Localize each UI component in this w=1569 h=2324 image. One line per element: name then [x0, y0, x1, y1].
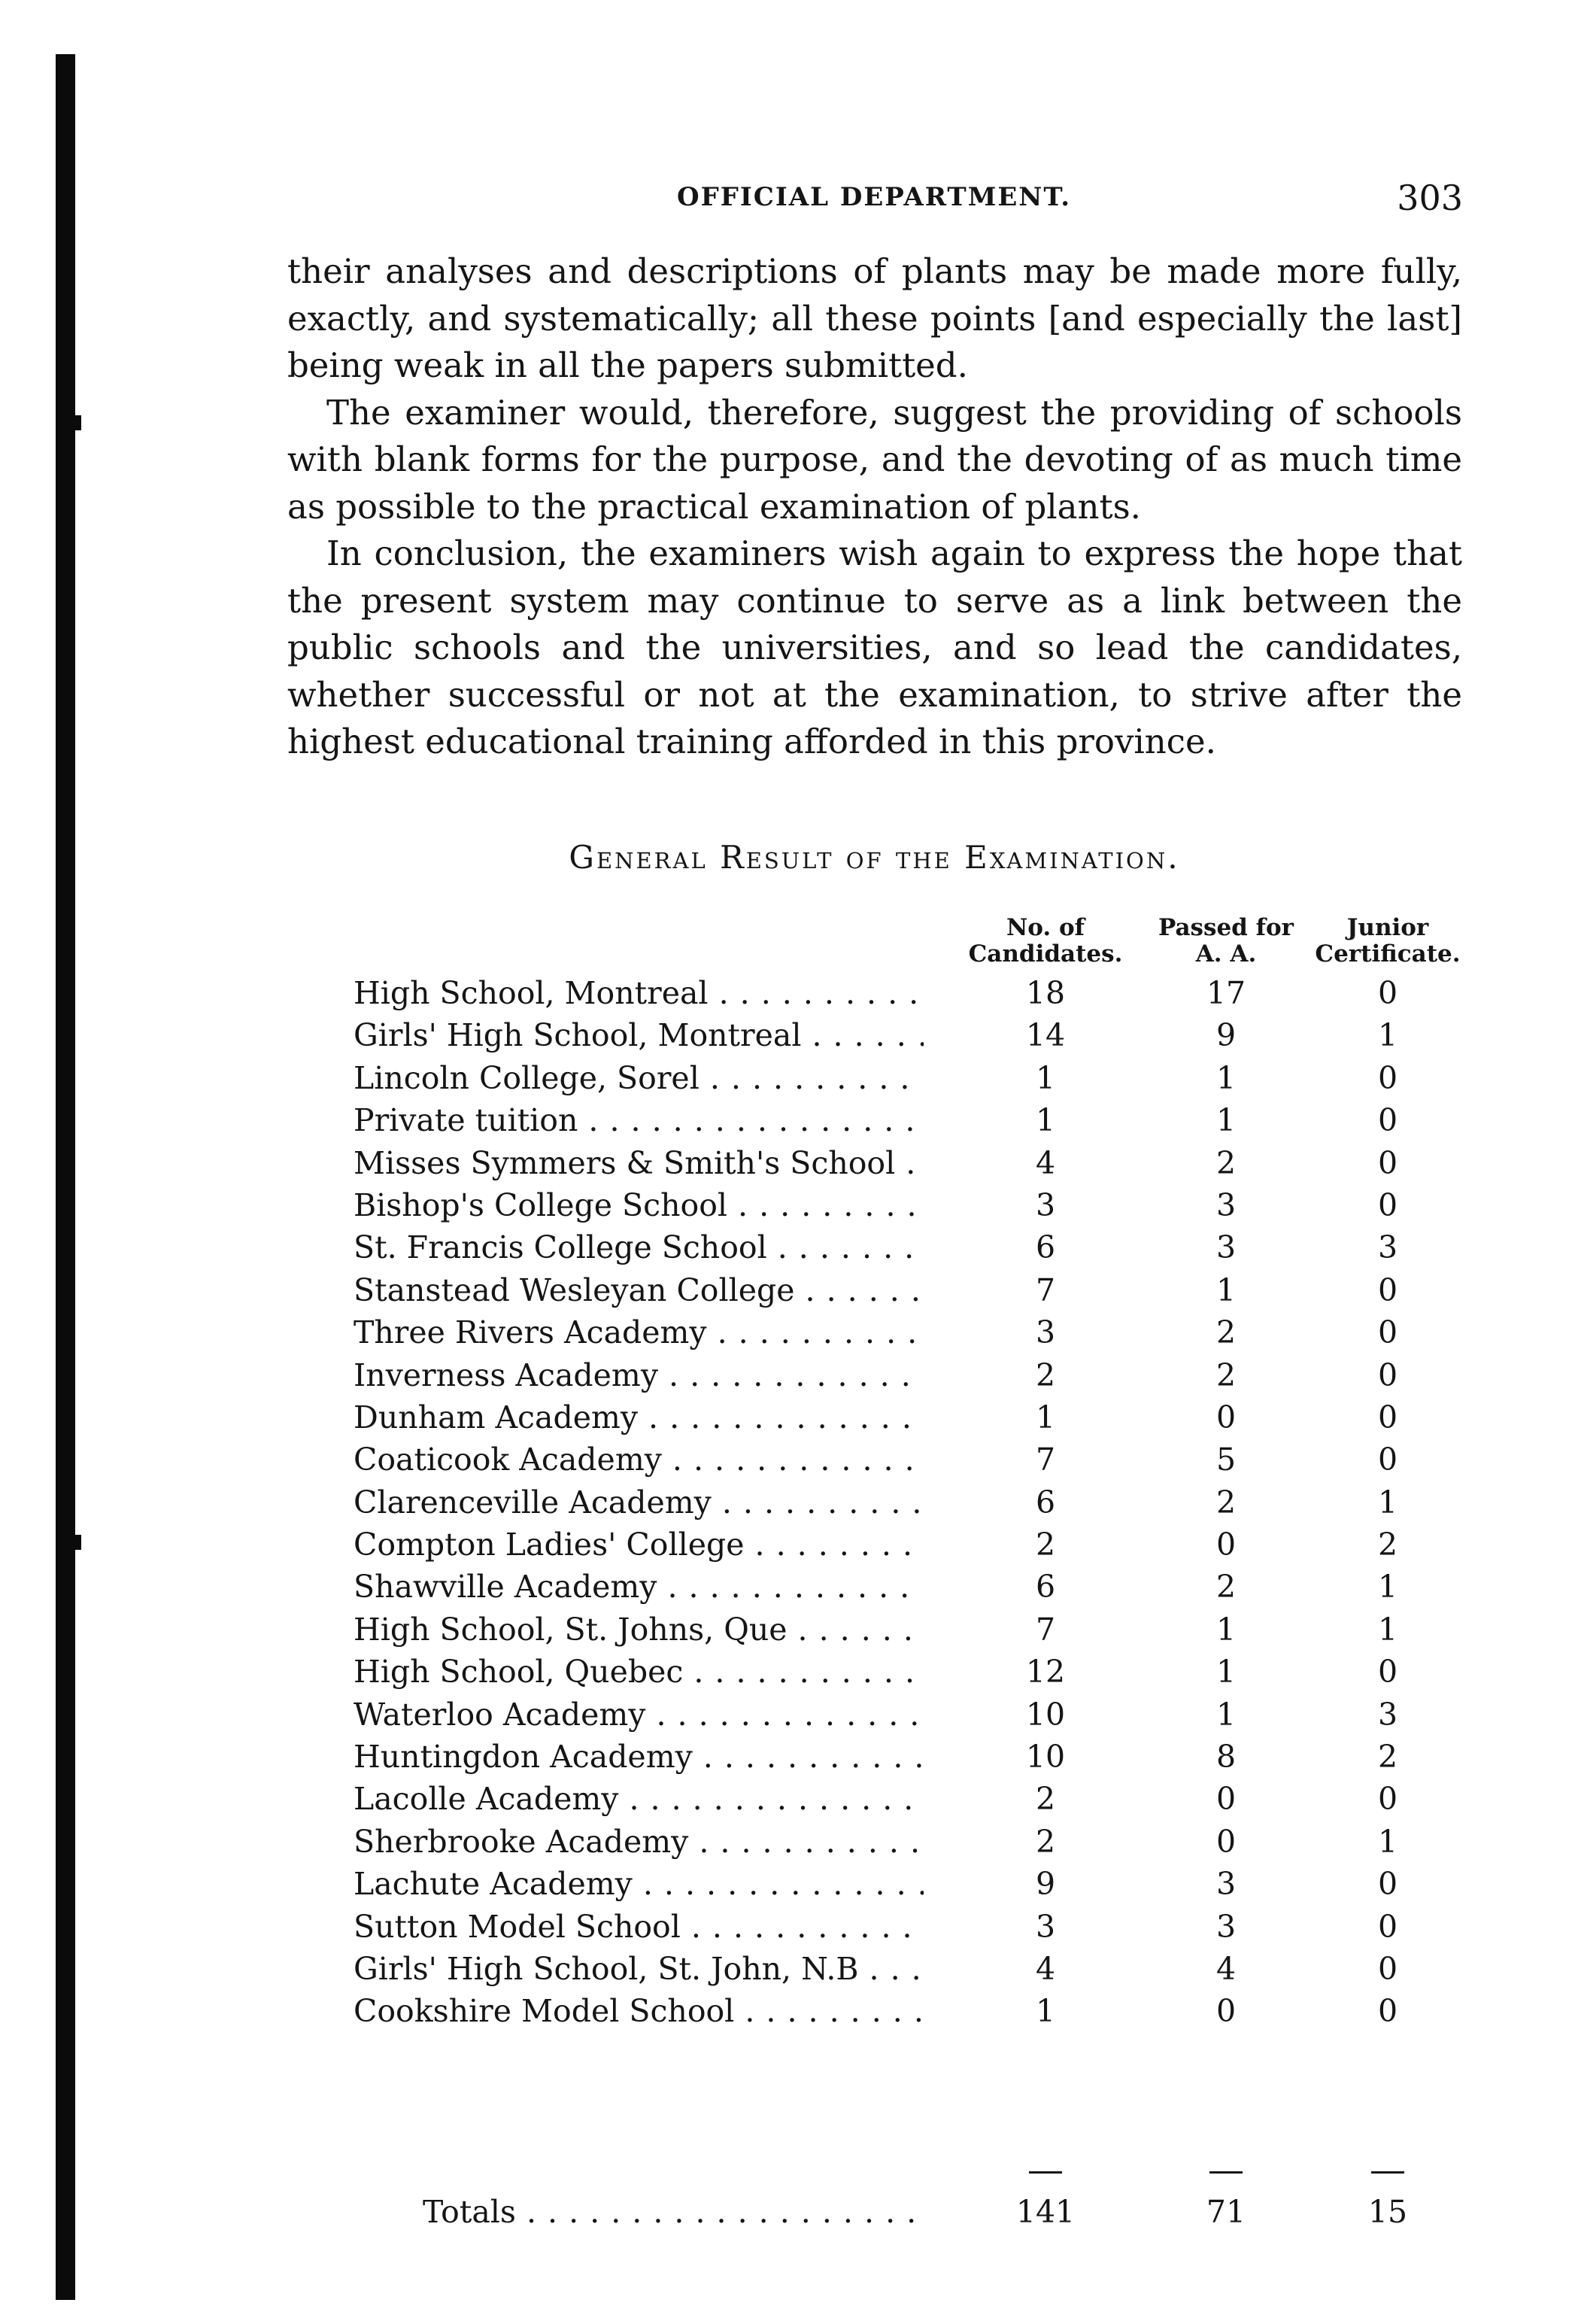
totals-junior: 15 — [1367, 2194, 1408, 2230]
junior-count: 1 — [1377, 1611, 1398, 1648]
candidates-count: 4 — [1035, 1950, 1056, 1987]
totals-candidates: 141 — [1015, 2194, 1076, 2230]
school-name: Coaticook Academy . . . — [354, 1438, 924, 1481]
table-row — [354, 1184, 1482, 1226]
candidates-count: 14 — [1025, 1017, 1066, 1054]
passed-count: 0 — [1215, 1993, 1237, 2030]
passed-count: 1 — [1215, 1696, 1237, 1733]
junior-count: 2 — [1377, 1739, 1398, 1776]
school-name: Girls' High School, St. John, N.B . . . — [354, 1948, 924, 1990]
junior-count: 0 — [1377, 1356, 1398, 1393]
page-number: 303 — [1397, 178, 1463, 218]
school-name: High School, Montreal . . . — [354, 972, 924, 1014]
sum-rule — [1029, 2171, 1062, 2174]
school-name: Bishop's College School . . . — [354, 1184, 924, 1226]
header-title: OFFICIAL DEPARTMENT. — [677, 182, 1072, 212]
school-name: Stanstead Wesleyan College . . . — [354, 1269, 924, 1311]
school-name: Girls' High School, Montreal . . . — [354, 1014, 924, 1056]
junior-count: 1 — [1377, 1484, 1398, 1520]
junior-count: 1 — [1377, 1017, 1398, 1054]
school-name: Private tuition . . . — [354, 1099, 924, 1141]
table-row — [354, 1099, 1482, 1141]
column-header-line: Junior — [1346, 914, 1429, 941]
school-name: Sherbrooke Academy . . . — [354, 1821, 924, 1863]
passed-count: 8 — [1215, 1739, 1237, 1776]
column-header-line: A. A. — [1195, 940, 1257, 968]
passed-count: 17 — [1206, 975, 1246, 1011]
passed-count: 9 — [1215, 1017, 1237, 1054]
passed-count: 1 — [1215, 1611, 1237, 1648]
passed-count: 3 — [1215, 1186, 1237, 1223]
candidates-count: 2 — [1035, 1527, 1056, 1563]
school-name: Lachute Academy . . . — [354, 1863, 924, 1905]
table-row — [354, 972, 1482, 1014]
passed-count: 3 — [1215, 1908, 1237, 1945]
sum-rule — [1371, 2171, 1404, 2174]
totals-row — [354, 2191, 1482, 2233]
school-name: High School, St. Johns, Que . . . — [354, 1609, 924, 1651]
passed-count: 1 — [1215, 1271, 1237, 1308]
candidates-count: 4 — [1035, 1144, 1056, 1181]
junior-count: 0 — [1377, 1866, 1398, 1903]
passed-count: 1 — [1215, 1654, 1237, 1691]
school-name: St. Francis College School . . . — [354, 1226, 924, 1268]
school-name: Lacolle Academy . . . — [354, 1778, 924, 1820]
table-row — [354, 1226, 1482, 1268]
junior-count: 1 — [1377, 1569, 1398, 1606]
candidates-count: 2 — [1035, 1823, 1056, 1860]
body-text — [287, 248, 1462, 766]
candidates-count: 1 — [1035, 1059, 1056, 1096]
paragraph: The examiner would, therefore, suggest the providing of schools with blank forms for the purpose, and the devoting of as much time as possible to the practical examination of plants. — [287, 392, 1462, 527]
table-row — [354, 1609, 1482, 1651]
passed-count: 0 — [1215, 1781, 1237, 1818]
totals-passed: 71 — [1206, 2194, 1246, 2230]
table-title: General Result of the Examination. — [569, 839, 1180, 876]
candidates-count: 1 — [1035, 1102, 1056, 1139]
table-row — [354, 1948, 1482, 1990]
table-row — [354, 1354, 1482, 1396]
candidates-count: 2 — [1035, 1356, 1056, 1393]
junior-count: 1 — [1377, 1823, 1398, 1860]
results-table — [354, 972, 1482, 2033]
table-row — [354, 1438, 1482, 1481]
page-binding-edge — [56, 54, 75, 2300]
passed-count: 1 — [1215, 1059, 1237, 1096]
passed-count: 2 — [1215, 1314, 1237, 1351]
school-name: Shawville Academy . . . — [354, 1566, 924, 1608]
junior-count: 0 — [1377, 1781, 1398, 1818]
passed-count: 2 — [1215, 1569, 1237, 1606]
school-name: High School, Quebec . . . — [354, 1651, 924, 1693]
candidates-count: 6 — [1035, 1569, 1056, 1606]
candidates-count: 3 — [1035, 1908, 1056, 1945]
table-row — [354, 1566, 1482, 1608]
table-row — [354, 1396, 1482, 1438]
table-row — [354, 1906, 1482, 1948]
junior-count: 0 — [1377, 1314, 1398, 1351]
table-row — [354, 1694, 1482, 1736]
candidates-count: 12 — [1025, 1654, 1066, 1691]
table-row — [354, 1142, 1482, 1184]
junior-count: 0 — [1377, 1399, 1398, 1435]
paragraph: In conclusion, the examiners wish again to express the hope that the present system may continue to serve as a link between the public schools and the universities, and so lead the candidates, whether successful or not at the examination, to strive after the highest educational training afforded in this province. — [287, 533, 1462, 761]
school-name: Three Rivers Academy . . . — [354, 1311, 924, 1353]
table-row — [354, 1863, 1482, 1905]
school-name: Dunham Academy . . . — [354, 1396, 924, 1438]
junior-count: 3 — [1377, 1696, 1398, 1733]
table-row — [354, 1821, 1482, 1863]
table-row — [354, 1990, 1482, 2032]
binding-edge-mark — [72, 415, 81, 430]
junior-count: 0 — [1377, 1144, 1398, 1181]
candidates-count: 1 — [1035, 1993, 1056, 2030]
school-name: Huntingdon Academy . . . — [354, 1736, 924, 1778]
passed-count: 3 — [1215, 1229, 1237, 1266]
candidates-count: 6 — [1035, 1229, 1056, 1266]
table-row — [354, 1736, 1482, 1778]
passed-count: 2 — [1215, 1484, 1237, 1520]
candidates-count: 7 — [1035, 1611, 1056, 1648]
sum-rule — [1209, 2171, 1243, 2174]
column-header-candidates — [948, 915, 1143, 968]
table-row — [354, 1057, 1482, 1099]
column-header-junior — [1286, 915, 1489, 968]
junior-count: 3 — [1377, 1229, 1398, 1266]
passed-count: 2 — [1215, 1144, 1237, 1181]
school-name: Compton Ladies' College . . . — [354, 1524, 924, 1566]
running-header — [286, 178, 1463, 223]
passed-count: 4 — [1215, 1950, 1237, 1987]
junior-count: 0 — [1377, 1059, 1398, 1096]
column-header-line: Certificate. — [1315, 940, 1461, 968]
candidates-count: 3 — [1035, 1186, 1056, 1223]
school-name: Sutton Model School . . . — [354, 1906, 924, 1948]
junior-count: 0 — [1377, 1993, 1398, 2030]
table-row — [354, 1269, 1482, 1311]
table-row — [354, 1311, 1482, 1353]
school-name: Inverness Academy . . . — [354, 1354, 924, 1396]
candidates-count: 2 — [1035, 1781, 1056, 1818]
junior-count: 0 — [1377, 1102, 1398, 1139]
paragraph: their analyses and descriptions of plants may be made more fully, exactly, and systematically; all these points [and especially the last] being weak in all the papers submitted. — [287, 251, 1462, 385]
junior-count: 2 — [1377, 1527, 1398, 1563]
junior-count: 0 — [1377, 1271, 1398, 1308]
junior-count: 0 — [1377, 975, 1398, 1011]
table-row — [354, 1014, 1482, 1056]
passed-count: 1 — [1215, 1102, 1237, 1139]
candidates-count: 7 — [1035, 1441, 1056, 1478]
candidates-count: 9 — [1035, 1866, 1056, 1903]
school-name: Clarenceville Academy . . . — [354, 1481, 924, 1524]
candidates-count: 10 — [1025, 1696, 1066, 1733]
school-name: Lincoln College, Sorel . . . — [354, 1057, 924, 1099]
junior-count: 0 — [1377, 1654, 1398, 1691]
junior-count: 0 — [1377, 1950, 1398, 1987]
passed-count: 0 — [1215, 1527, 1237, 1563]
school-name: Misses Symmers & Smith's School . . . — [354, 1142, 924, 1184]
totals-label: Totals . . . — [423, 2191, 924, 2233]
junior-count: 0 — [1377, 1441, 1398, 1478]
junior-count: 0 — [1377, 1908, 1398, 1945]
junior-count: 0 — [1377, 1186, 1398, 1223]
table-row — [354, 1778, 1482, 1820]
candidates-count: 3 — [1035, 1314, 1056, 1351]
passed-count: 3 — [1215, 1866, 1237, 1903]
column-header-line: Candidates. — [968, 940, 1123, 968]
candidates-count: 7 — [1035, 1271, 1056, 1308]
table-row — [354, 1481, 1482, 1524]
school-name: Cookshire Model School . . . — [354, 1990, 924, 2032]
passed-count: 5 — [1215, 1441, 1237, 1478]
passed-count: 0 — [1215, 1399, 1237, 1435]
candidates-count: 18 — [1025, 975, 1066, 1011]
candidates-count: 6 — [1035, 1484, 1056, 1520]
column-header-line: No. of — [1006, 914, 1085, 941]
table-row — [354, 1651, 1482, 1693]
binding-edge-mark — [72, 1535, 81, 1550]
candidates-count: 1 — [1035, 1399, 1056, 1435]
candidates-count: 10 — [1025, 1739, 1066, 1776]
school-name: Waterloo Academy . . . — [354, 1694, 924, 1736]
passed-count: 2 — [1215, 1356, 1237, 1393]
column-header-line: Passed for — [1158, 914, 1294, 941]
table-row — [354, 1524, 1482, 1566]
passed-count: 0 — [1215, 1823, 1237, 1860]
